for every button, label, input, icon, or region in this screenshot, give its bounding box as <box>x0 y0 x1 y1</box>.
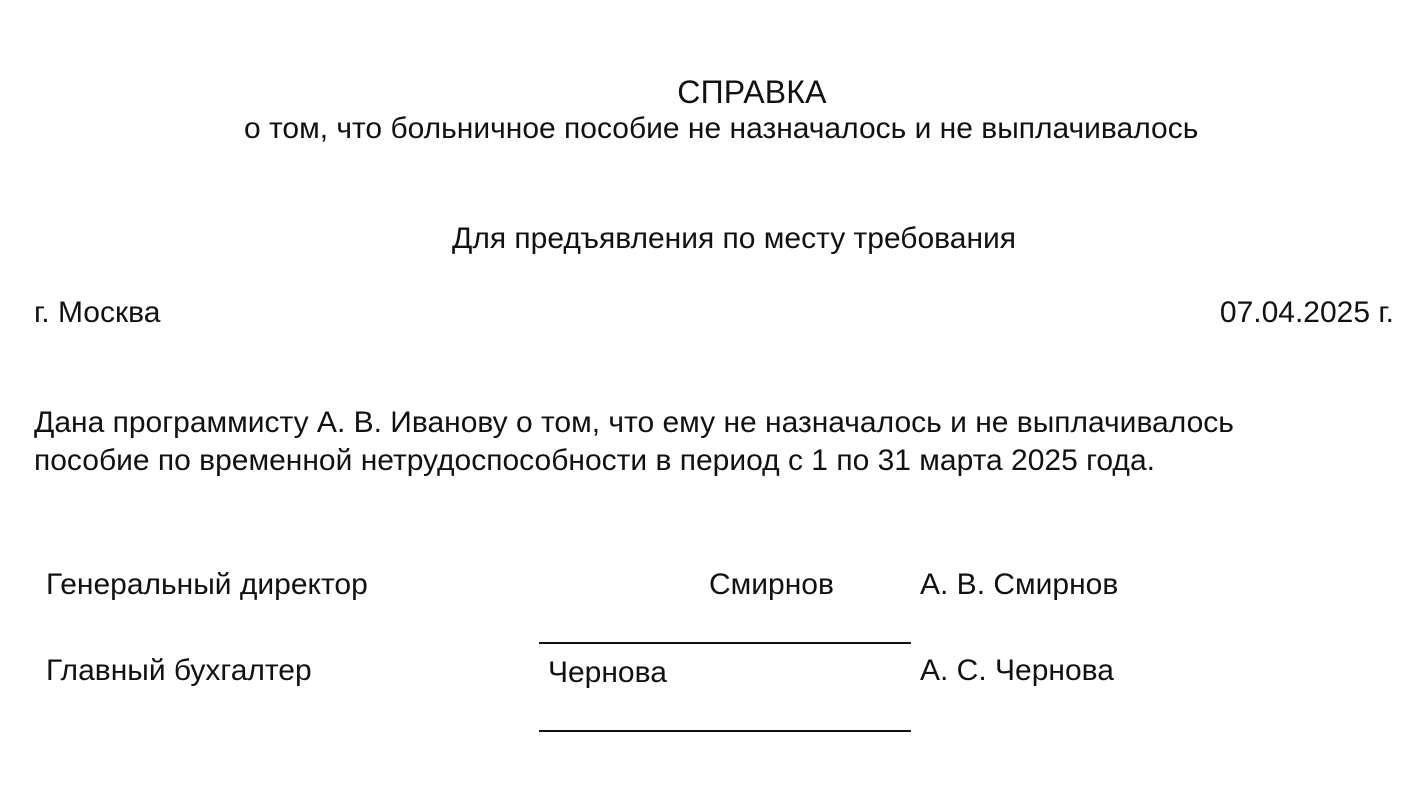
signature-line-director <box>539 642 911 644</box>
document-purpose: Для предъявления по месту требования <box>452 222 1017 255</box>
document-city: г. Москва <box>34 296 161 329</box>
signature-row-director <box>0 566 1420 616</box>
signature-role: Главный бухгалтер <box>46 654 312 687</box>
signature-name: А. С. Чернова <box>920 654 1114 687</box>
document-subtitle: о том, что больничное пособие не назначалось и не выплачивалось <box>244 112 1199 145</box>
signature-row-accountant <box>0 652 1420 702</box>
document-body <box>34 404 1384 480</box>
handwritten-signature: Чернова <box>548 656 667 689</box>
signature-line-accountant <box>539 730 911 732</box>
body-line-1: Дана программисту А. В. Иванову о том, что ему не назначалось и не выплачивалось <box>34 406 1234 439</box>
document-date: 07.04.2025 г. <box>1219 296 1394 329</box>
signature-name: А. В. Смирнов <box>920 568 1119 601</box>
body-line-2: пособие по временной нетрудоспособности в период с 1 по 31 марта 2025 года. <box>34 444 1155 477</box>
signature-role: Генеральный директор <box>46 568 368 601</box>
document-title: СПРАВКА <box>677 74 827 110</box>
handwritten-signature: Смирнов <box>709 568 834 601</box>
